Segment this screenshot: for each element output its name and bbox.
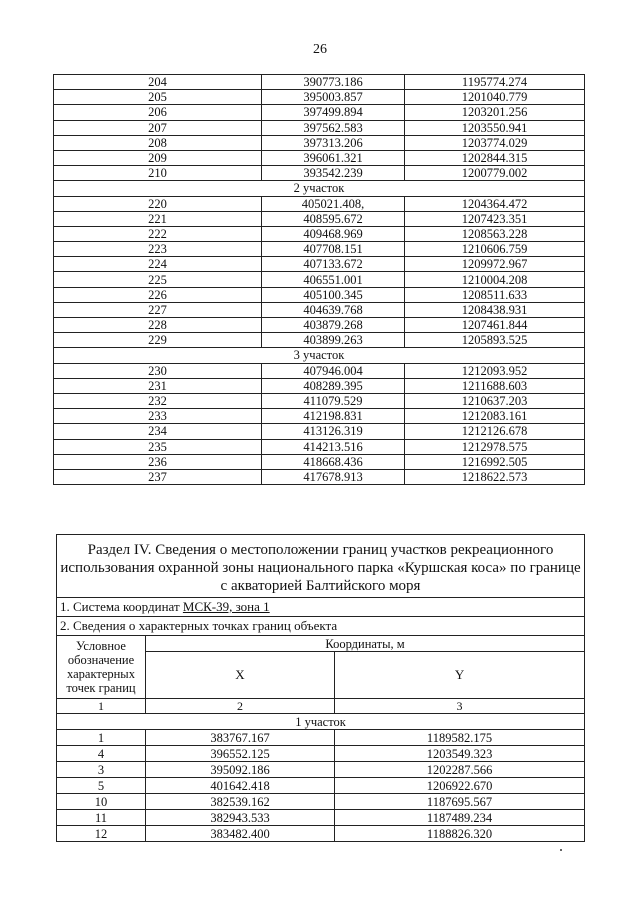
y-coordinate: 1210637.203 [405, 393, 585, 408]
section-row [54, 181, 585, 196]
column-number-1: 1 [57, 699, 146, 714]
table-row [54, 333, 585, 348]
point-number: 232 [54, 393, 262, 408]
y-coordinate: 1202287.566 [335, 762, 585, 778]
y-coordinate: 1205893.525 [405, 333, 585, 348]
x-coordinate: 407133.672 [262, 257, 405, 272]
table-row [54, 469, 585, 484]
table-row [54, 287, 585, 302]
table-row [54, 242, 585, 257]
x-coordinate: 403879.268 [262, 318, 405, 333]
y-coordinate: 1207461.844 [405, 318, 585, 333]
point-number: 11 [57, 810, 146, 826]
x-coordinate: 401642.418 [146, 778, 335, 794]
table-row [54, 196, 585, 211]
point-number: 4 [57, 746, 146, 762]
x-coordinate: 407708.151 [262, 242, 405, 257]
x-coordinate: 413126.319 [262, 424, 405, 439]
table-row [57, 746, 585, 762]
y-coordinate: 1207423.351 [405, 211, 585, 226]
x-coordinate: 404639.768 [262, 302, 405, 317]
x-coordinate: 382539.162 [146, 794, 335, 810]
y-coordinate: 1218622.573 [405, 469, 585, 484]
page-number: 26 [313, 42, 327, 57]
y-coordinate: 1203774.029 [405, 135, 585, 150]
header-x: X [146, 652, 335, 699]
x-coordinate: 397499.894 [262, 105, 405, 120]
table-row [54, 318, 585, 333]
point-number: 204 [54, 75, 262, 90]
table-row [54, 454, 585, 469]
y-coordinate: 1208511.633 [405, 287, 585, 302]
point-number: 5 [57, 778, 146, 794]
table-row [57, 778, 585, 794]
point-number: 227 [54, 302, 262, 317]
y-coordinate: 1210606.759 [405, 242, 585, 257]
coordinate-system-row [57, 598, 585, 617]
x-coordinate: 383482.400 [146, 826, 335, 842]
point-number: 223 [54, 242, 262, 257]
y-coordinate: 1216992.505 [405, 454, 585, 469]
section-iv-table [56, 534, 585, 842]
table-row [54, 150, 585, 165]
y-coordinate: 1212978.575 [405, 439, 585, 454]
point-number: 3 [57, 762, 146, 778]
coordinate-system-label: 1. Система координат [60, 599, 183, 614]
x-coordinate: 396552.125 [146, 746, 335, 762]
table-row [54, 393, 585, 408]
point-number: 209 [54, 150, 262, 165]
point-number: 235 [54, 439, 262, 454]
x-coordinate: 414213.516 [262, 439, 405, 454]
header-y: Y [335, 652, 585, 699]
section-3-label: 3 участок [54, 348, 585, 363]
point-number: 226 [54, 287, 262, 302]
point-number: 207 [54, 120, 262, 135]
table-row [57, 762, 585, 778]
header-point-label: Условное обозначение характерных точек границ [57, 636, 146, 699]
x-coordinate: 393542.239 [262, 166, 405, 181]
point-number: 1 [57, 730, 146, 746]
x-coordinate: 417678.913 [262, 469, 405, 484]
y-coordinate: 1210004.208 [405, 272, 585, 287]
point-number: 208 [54, 135, 262, 150]
point-number: 231 [54, 378, 262, 393]
y-coordinate: 1189582.175 [335, 730, 585, 746]
table-row [57, 794, 585, 810]
x-coordinate: 409468.969 [262, 226, 405, 241]
point-number: 236 [54, 454, 262, 469]
table-row [57, 730, 585, 746]
table-row [54, 424, 585, 439]
scan-speck [560, 849, 562, 851]
y-coordinate: 1195774.274 [405, 75, 585, 90]
y-coordinate: 1211688.603 [405, 378, 585, 393]
x-coordinate: 397313.206 [262, 135, 405, 150]
x-coordinate: 408289.395 [262, 378, 405, 393]
table-row [54, 166, 585, 181]
y-coordinate: 1203201.256 [405, 105, 585, 120]
section-row [54, 348, 585, 363]
y-coordinate: 1187489.234 [335, 810, 585, 826]
y-coordinate: 1209972.967 [405, 257, 585, 272]
point-number: 225 [54, 272, 262, 287]
x-coordinate: 407946.004 [262, 363, 405, 378]
y-coordinate: 1187695.567 [335, 794, 585, 810]
y-coordinate: 1202844.315 [405, 150, 585, 165]
x-coordinate: 397562.583 [262, 120, 405, 135]
x-coordinate: 406551.001 [262, 272, 405, 287]
point-number: 10 [57, 794, 146, 810]
point-number: 220 [54, 196, 262, 211]
table-row [54, 378, 585, 393]
table-row [54, 105, 585, 120]
point-number: 206 [54, 105, 262, 120]
table-row [54, 302, 585, 317]
column-number-2: 2 [146, 699, 335, 714]
y-coordinate: 1188826.320 [335, 826, 585, 842]
table-row [54, 272, 585, 287]
table-row [54, 409, 585, 424]
y-coordinate: 1203549.323 [335, 746, 585, 762]
point-number: 230 [54, 363, 262, 378]
point-number: 229 [54, 333, 262, 348]
section-iv-title: Раздел IV. Сведения о местоположении границ участков рекреационного использования охранной зоны национального парка «Куршская коса» по границе с акваторией Балтийского моря [57, 535, 585, 598]
point-number: 210 [54, 166, 262, 181]
table-row [57, 810, 585, 826]
table-row [54, 439, 585, 454]
point-number: 12 [57, 826, 146, 842]
point-number: 234 [54, 424, 262, 439]
y-coordinate: 1206922.670 [335, 778, 585, 794]
y-coordinate: 1212083.161 [405, 409, 585, 424]
coordinates-table-continued [53, 74, 585, 485]
point-number: 222 [54, 226, 262, 241]
table-row [54, 120, 585, 135]
point-number: 228 [54, 318, 262, 333]
table-row [54, 90, 585, 105]
x-coordinate: 411079.529 [262, 393, 405, 408]
x-coordinate: 396061.321 [262, 150, 405, 165]
point-number: 205 [54, 90, 262, 105]
x-coordinate: 390773.186 [262, 75, 405, 90]
points-info-row: 2. Сведения о характерных точках границ объекта [57, 617, 585, 636]
y-coordinate: 1201040.779 [405, 90, 585, 105]
table-row [54, 211, 585, 226]
table-row [54, 75, 585, 90]
x-coordinate: 408595.672 [262, 211, 405, 226]
y-coordinate: 1212126.678 [405, 424, 585, 439]
header-coordinates: Координаты, м [146, 636, 585, 652]
table-row [54, 363, 585, 378]
x-coordinate: 382943.533 [146, 810, 335, 826]
x-coordinate: 412198.831 [262, 409, 405, 424]
column-number-3: 3 [335, 699, 585, 714]
y-coordinate: 1204364.472 [405, 196, 585, 211]
table-row [54, 135, 585, 150]
x-coordinate: 383767.167 [146, 730, 335, 746]
y-coordinate: 1212093.952 [405, 363, 585, 378]
y-coordinate: 1208563.228 [405, 226, 585, 241]
x-coordinate: 403899.263 [262, 333, 405, 348]
x-coordinate: 395003.857 [262, 90, 405, 105]
point-number: 237 [54, 469, 262, 484]
y-coordinate: 1203550.941 [405, 120, 585, 135]
y-coordinate: 1200779.002 [405, 166, 585, 181]
coordinate-system-value: МСК-39, зона 1 [182, 599, 270, 614]
table-row [54, 257, 585, 272]
point-number: 233 [54, 409, 262, 424]
x-coordinate: 405100.345 [262, 287, 405, 302]
section-1-label: 1 участок [57, 714, 585, 730]
x-coordinate: 395092.186 [146, 762, 335, 778]
y-coordinate: 1208438.931 [405, 302, 585, 317]
section-2-label: 2 участок [54, 181, 585, 196]
point-number: 221 [54, 211, 262, 226]
table-row [57, 826, 585, 842]
point-number: 224 [54, 257, 262, 272]
table-row [54, 226, 585, 241]
x-coordinate: 405021.408, [262, 196, 405, 211]
x-coordinate: 418668.436 [262, 454, 405, 469]
